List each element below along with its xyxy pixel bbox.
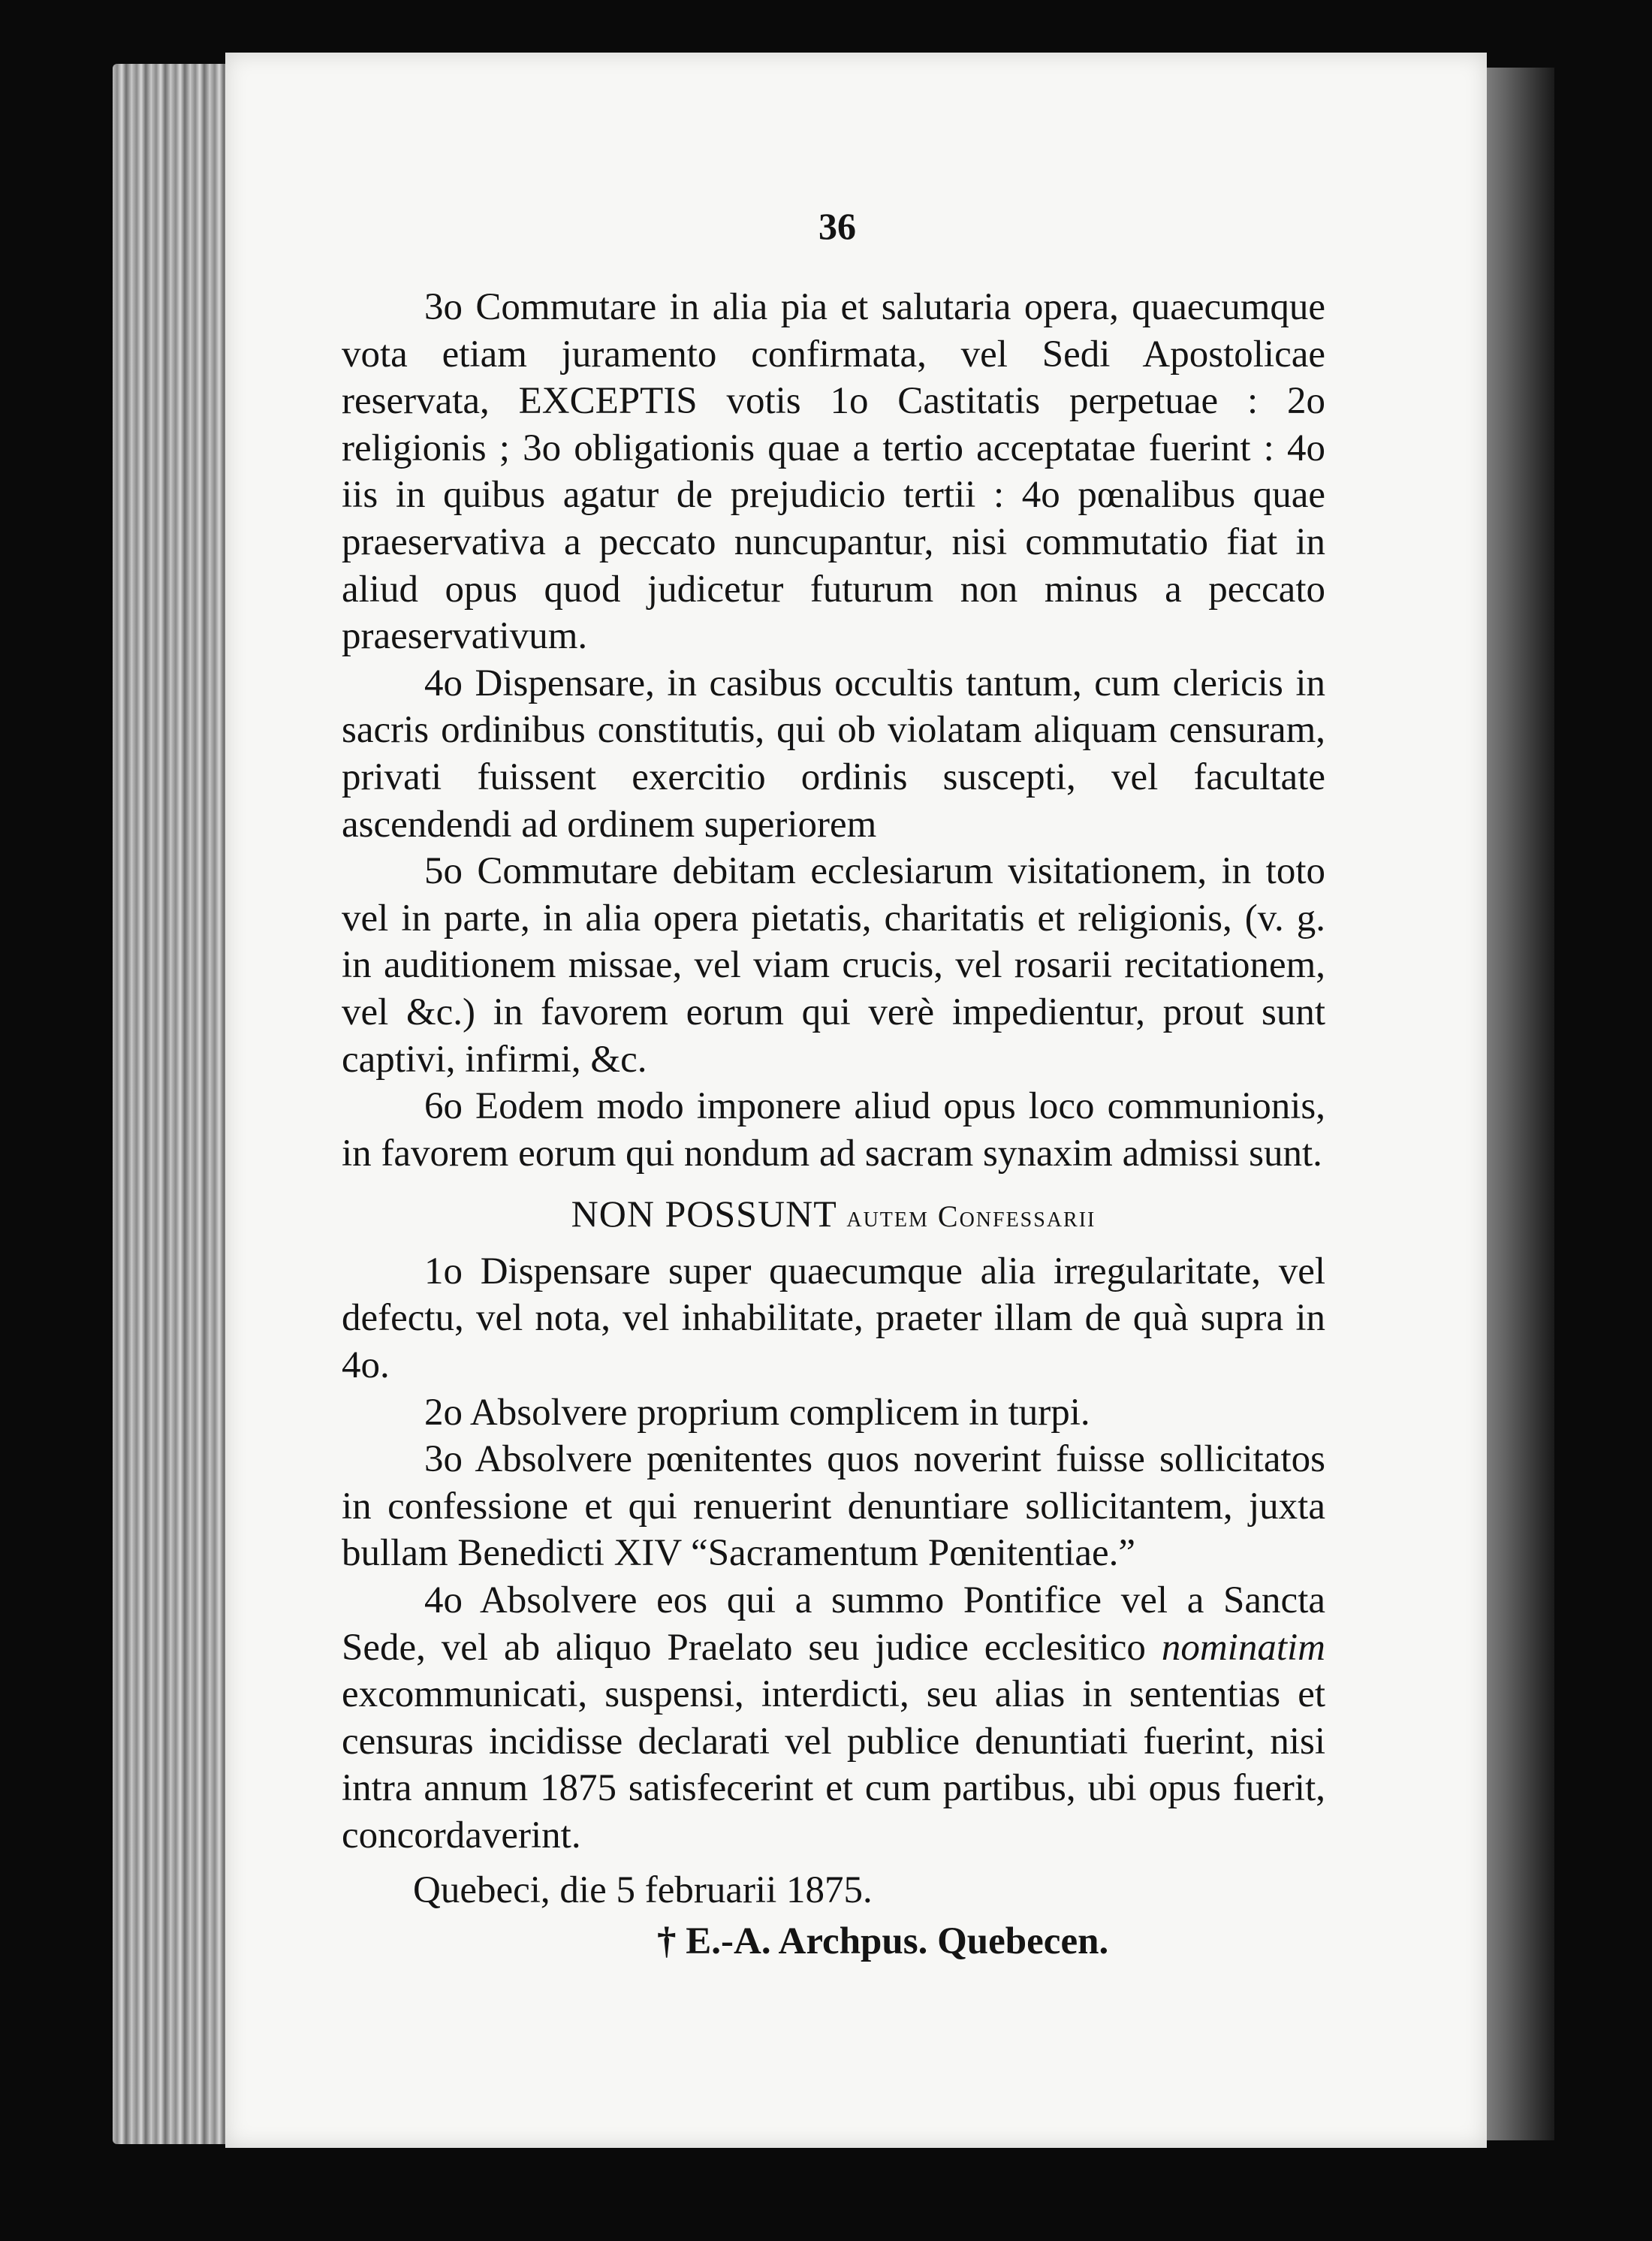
paragraph-2o-non: 2o Absolvere proprium complicem in turpi. [424,1391,1090,1434]
paragraph-4o-non: 4o Absolvere eos qui a summo Pontifice vel a Sancta Sede, vel ab aliquo Praelato seu judice ecclesitico nominatim excommunicati, suspensi, interdicti, seu alias in sententias et censuras incidisse declarati vel publice denuntiati fuerint, nisi intra annum 1875 satisfecerint et cum partibus, ubi opus fuerit, concordaverint. [342,1579,1325,1856]
paragraph-4o: 4o Dispensare, in casibus occultis tantum, cum clericis in sacris ordinibus constitutis, qui ob violatam aliquam censuram, privati fuissent exercitio ordinis suscepti, vel facultate ascendendi ad ordinem superiorem [342,662,1325,846]
page-number: 36 [818,205,856,247]
heading-small-caps: autem Confessarii [846,1199,1096,1234]
paragraph-3o-non: 3o Absolvere pœnitentes quos noverint fuisse sollicitatos in confessione et qui renuerint denuntiare sollicitantem, juxta bullam Benedicti XIV “Sacramentum Pœnitentiae.” [342,1438,1325,1575]
italic-nominatim: nominatim [1161,1626,1325,1669]
paragraph-5o: 5o Commutare debitam ecclesiarum visitationem, in toto vel in parte, in alia opera pietatis, charitatis et religionis, (v. g. in auditionem missae, vel viam crucis, vel rosarii recitationem, vel &c.) in favorem eorum qui verè impedientur, prout sunt captivi, infirmi, &c. [342,850,1325,1081]
paragraph-6o: 6o Eodem modo imponere aliud opus loco communionis, in favorem eorum qui nondum ad sacram synaxim admissi sunt. [342,1085,1325,1175]
heading-main: NON POSSUNT [571,1193,837,1235]
section-heading [342,1190,1325,1241]
paragraph-1o-non: 1o Dispensare super quaecumque alia irregularitate, vel defectu, vel nota, vel inhabilitate, praeter illam de quà supra in 4o. [342,1250,1325,1387]
signature: † E.-A. Archpus. Quebecen. [657,1920,1109,1963]
paragraph-3o: 3o Commutare in alia pia et salutaria opera, quaecumque vota etiam juramento confirmata, vel Sedi Apostolicae reservata, EXCEPTIS votis 1o Castitatis perpetuae : 2o religionis ; 3o obligationis quae a tertio acceptatae fuerint : 4o iis in quibus agatur de prejudicio tertii : 4o pœnalibus quae praeservativa a peccato nuncupantur, nisi commutatio fiat in aliud opus quod judicetur futurum non minus a peccato praeservativum. [342,286,1325,658]
page-text [342,203,1325,1965]
date-line: Quebeci, die 5 februarii 1875. [413,1869,873,1911]
